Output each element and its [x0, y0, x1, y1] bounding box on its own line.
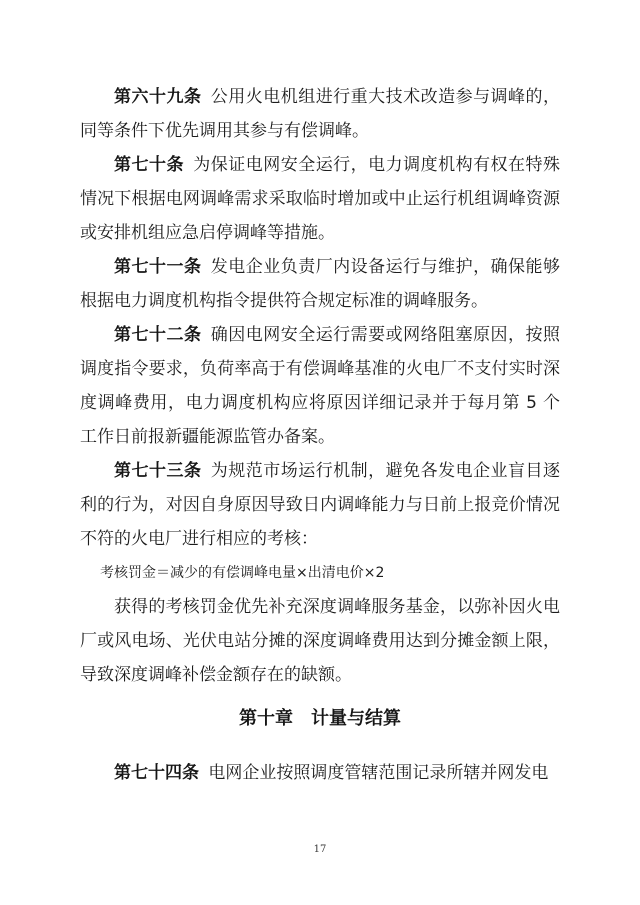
- article-72-number: 第七十二条: [114, 325, 202, 345]
- article-70-number: 第七十条: [114, 155, 184, 175]
- article-69-number: 第六十九条: [114, 87, 202, 107]
- article-73-followup: 获得的考核罚金优先补充深度调峰服务基金，以弥补因火电厂或风电场、光伏电站分摊的深度调峰费用达到分摊金额上限，导致深度调峰补偿金额存在的缺额。: [80, 597, 560, 685]
- article-73: [80, 454, 560, 556]
- article-69-text: 公用火电机组进行重大技术改造参与调峰的，同等条件下优先调用其参与有偿调峰。: [80, 87, 561, 141]
- article-69: [80, 80, 560, 148]
- article-71-text: 发电企业负责厂内设备运行与维护，确保能够根据电力调度机构指令提供符合规定标准的调峰服务。: [80, 257, 561, 311]
- article-70-text: 为保证电网安全运行，电力调度机构有权在特殊情况下根据电网调峰需求采取临时增加或中止运行机组调峰资源或安排机组应急启停调峰等措施。: [80, 155, 561, 243]
- article-74-number: 第七十四条: [114, 763, 199, 783]
- document-body: [80, 80, 560, 790]
- article-73-text: 为规范市场运行机制，避免各发电企业盲目逐利的行为，对因自身原因导致日内调峰能力与日前上报竞价情况不符的火电厂进行相应的考核：: [80, 461, 561, 549]
- article-73-number: 第七十三条: [114, 461, 202, 481]
- penalty-formula: 考核罚金＝减少的有偿调峰电量×出清电价×2: [100, 565, 385, 581]
- article-74-text: 电网企业按照调度管辖范围记录所辖并网发电: [208, 763, 549, 783]
- article-74: [80, 756, 560, 790]
- chapter-10-heading: 第十章 计量与结算: [239, 708, 401, 729]
- article-72-text: 确因电网安全运行需要或网络阻塞原因，按照调度指令要求，负荷率高于有偿调峰基准的火电厂不支付实时深度调峰费用，电力调度机构应将原因详细记录并于每月第 5 个工作日前报新疆能源监管办备案。: [80, 325, 561, 447]
- page-number: 17: [313, 844, 327, 855]
- article-71-number: 第七十一条: [114, 257, 202, 277]
- article-71: [80, 250, 560, 318]
- article-72: [80, 318, 560, 454]
- article-70: [80, 148, 560, 250]
